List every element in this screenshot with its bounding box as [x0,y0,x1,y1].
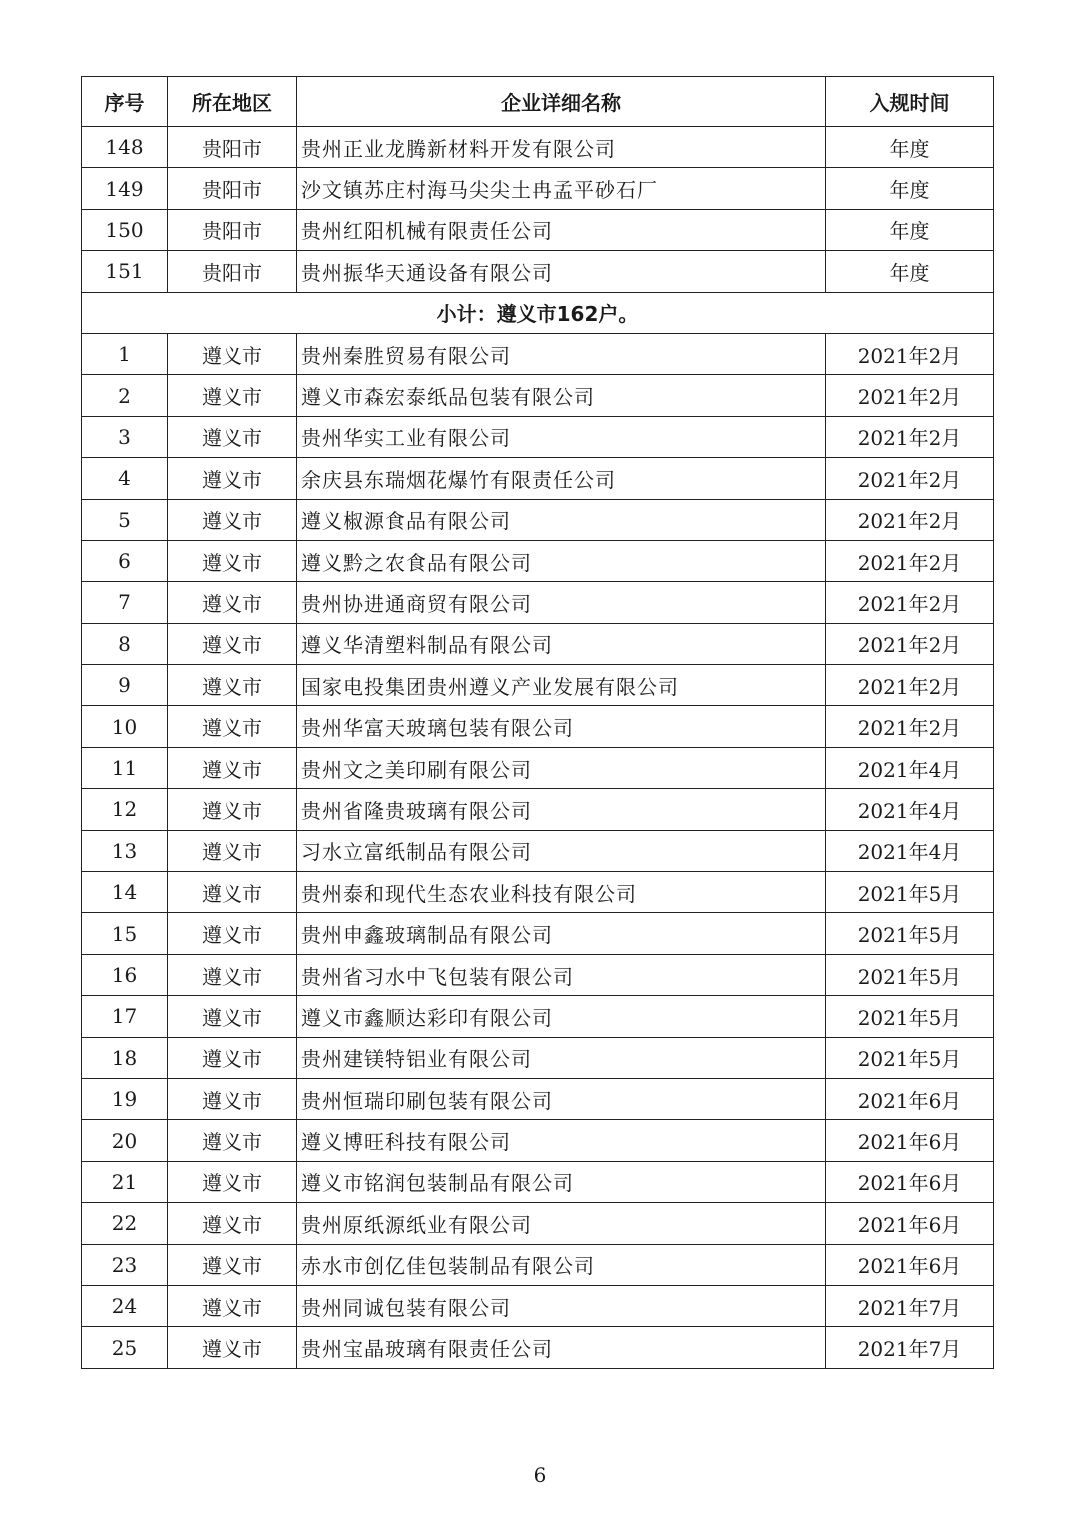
row-no: 1 [82,333,168,374]
row-no: 22 [82,1203,168,1244]
row-region: 遵义市 [168,706,297,747]
row-no: 3 [82,416,168,457]
row-time: 2021年2月 [826,665,994,706]
row-region: 遵义市 [168,665,297,706]
row-region: 遵义市 [168,1327,297,1368]
row-name: 贵州正业龙腾新材料开发有限公司 [297,127,826,168]
table-row [82,251,994,292]
row-no: 17 [82,996,168,1037]
row-time: 2021年7月 [826,1285,994,1326]
enterprise-table [81,76,994,1369]
row-name: 贵州秦胜贸易有限公司 [297,333,826,374]
header-no: 序号 [82,77,168,127]
row-time: 2021年6月 [826,1120,994,1161]
row-no: 11 [82,747,168,788]
row-no: 18 [82,1037,168,1078]
row-no: 6 [82,540,168,581]
table-row [82,499,994,540]
row-name: 贵州红阳机械有限责任公司 [297,209,826,250]
row-no: 20 [82,1120,168,1161]
row-name: 遵义博旺科技有限公司 [297,1120,826,1161]
row-time: 2021年6月 [826,1203,994,1244]
row-region: 贵阳市 [168,168,297,209]
row-name: 遵义黔之农食品有限公司 [297,540,826,581]
row-region: 遵义市 [168,1244,297,1285]
table-row [82,416,994,457]
row-region: 遵义市 [168,1037,297,1078]
row-name: 贵州华富天玻璃包装有限公司 [297,706,826,747]
row-region: 遵义市 [168,375,297,416]
table-row [82,789,994,830]
row-name: 贵州泰和现代生态农业科技有限公司 [297,872,826,913]
row-time: 年度 [826,209,994,250]
row-no: 10 [82,706,168,747]
row-no: 19 [82,1078,168,1119]
table-row [82,540,994,581]
row-time: 2021年5月 [826,1037,994,1078]
row-no: 13 [82,830,168,871]
row-name: 遵义市鑫顺达彩印有限公司 [297,996,826,1037]
table-row [82,665,994,706]
row-no: 8 [82,623,168,664]
row-region: 遵义市 [168,582,297,623]
row-region: 遵义市 [168,789,297,830]
row-no: 150 [82,209,168,250]
row-no: 24 [82,1285,168,1326]
row-time: 2021年4月 [826,830,994,871]
row-time: 2021年6月 [826,1244,994,1285]
table-row [82,1327,994,1368]
row-no: 14 [82,872,168,913]
row-no: 148 [82,127,168,168]
row-region: 遵义市 [168,1161,297,1202]
row-no: 23 [82,1244,168,1285]
row-region: 贵阳市 [168,251,297,292]
table-row [82,706,994,747]
row-time: 2021年2月 [826,458,994,499]
row-region: 遵义市 [168,1120,297,1161]
row-name: 沙文镇苏庄村海马尖尖土冉孟平砂石厂 [297,168,826,209]
row-name: 贵州振华天通设备有限公司 [297,251,826,292]
row-region: 遵义市 [168,623,297,664]
row-name: 贵州华实工业有限公司 [297,416,826,457]
table-row [82,913,994,954]
row-time: 2021年5月 [826,996,994,1037]
row-region: 遵义市 [168,1078,297,1119]
row-name: 国家电投集团贵州遵义产业发展有限公司 [297,665,826,706]
table-row [82,458,994,499]
table-row [82,333,994,374]
row-time: 2021年2月 [826,582,994,623]
row-time: 2021年2月 [826,706,994,747]
row-name: 遵义华清塑料制品有限公司 [297,623,826,664]
row-time: 2021年2月 [826,416,994,457]
row-region: 遵义市 [168,540,297,581]
row-name: 贵州同诚包装有限公司 [297,1285,826,1326]
row-name: 贵州恒瑞印刷包装有限公司 [297,1078,826,1119]
row-time: 2021年5月 [826,872,994,913]
row-time: 2021年6月 [826,1078,994,1119]
row-name: 贵州宝晶玻璃有限责任公司 [297,1327,826,1368]
table-row [82,954,994,995]
row-name: 贵州省隆贵玻璃有限公司 [297,789,826,830]
header-time: 入规时间 [826,77,994,127]
row-name: 贵州申鑫玻璃制品有限公司 [297,913,826,954]
table-row [82,1037,994,1078]
table-row [82,127,994,168]
table-row [82,1285,994,1326]
row-no: 151 [82,251,168,292]
row-region: 遵义市 [168,954,297,995]
row-time: 年度 [826,168,994,209]
row-time: 2021年2月 [826,375,994,416]
table-row [82,830,994,871]
row-time: 2021年2月 [826,623,994,664]
table-row [82,623,994,664]
row-region: 遵义市 [168,1203,297,1244]
row-no: 4 [82,458,168,499]
header-name: 企业详细名称 [297,77,826,127]
table-row [82,582,994,623]
row-region: 遵义市 [168,499,297,540]
table-row [82,1078,994,1119]
row-no: 7 [82,582,168,623]
row-no: 12 [82,789,168,830]
table-row [82,1244,994,1285]
table-row [82,747,994,788]
table-row [82,209,994,250]
row-time: 2021年4月 [826,789,994,830]
row-name: 习水立富纸制品有限公司 [297,830,826,871]
row-region: 遵义市 [168,333,297,374]
table-row [82,872,994,913]
row-time: 年度 [826,127,994,168]
row-no: 21 [82,1161,168,1202]
row-region: 遵义市 [168,416,297,457]
row-no: 15 [82,913,168,954]
table-row [82,375,994,416]
row-time: 2021年2月 [826,499,994,540]
row-time: 2021年5月 [826,954,994,995]
row-name: 余庆县东瑞烟花爆竹有限责任公司 [297,458,826,499]
header-region: 所在地区 [168,77,297,127]
row-no: 149 [82,168,168,209]
row-no: 25 [82,1327,168,1368]
row-time: 2021年5月 [826,913,994,954]
row-region: 遵义市 [168,872,297,913]
row-name: 贵州原纸源纸业有限公司 [297,1203,826,1244]
row-no: 16 [82,954,168,995]
row-time: 2021年6月 [826,1161,994,1202]
row-no: 9 [82,665,168,706]
row-name: 贵州协进通商贸有限公司 [297,582,826,623]
row-region: 贵阳市 [168,209,297,250]
row-name: 遵义椒源食品有限公司 [297,499,826,540]
table-row [82,168,994,209]
row-region: 贵阳市 [168,127,297,168]
page-number: 6 [533,1463,547,1487]
row-name: 贵州省习水中飞包装有限公司 [297,954,826,995]
subtotal-label: 小计：遵义市162户。 [82,292,994,333]
row-region: 遵义市 [168,830,297,871]
row-region: 遵义市 [168,458,297,499]
row-time: 2021年2月 [826,540,994,581]
row-name: 贵州文之美印刷有限公司 [297,747,826,788]
row-name: 贵州建镁特铝业有限公司 [297,1037,826,1078]
table-row [82,996,994,1037]
row-no: 5 [82,499,168,540]
row-name: 遵义市铭润包装制品有限公司 [297,1161,826,1202]
row-time: 年度 [826,251,994,292]
table-row [82,1120,994,1161]
row-region: 遵义市 [168,1285,297,1326]
subtotal-row [82,292,994,333]
row-time: 2021年2月 [826,333,994,374]
row-region: 遵义市 [168,747,297,788]
row-name: 遵义市森宏泰纸品包装有限公司 [297,375,826,416]
row-time: 2021年7月 [826,1327,994,1368]
table-row [82,1161,994,1202]
table-header-row [82,77,994,127]
row-time: 2021年4月 [826,747,994,788]
table-row [82,1203,994,1244]
row-no: 2 [82,375,168,416]
row-region: 遵义市 [168,913,297,954]
row-region: 遵义市 [168,996,297,1037]
row-name: 赤水市创亿佳包装制品有限公司 [297,1244,826,1285]
